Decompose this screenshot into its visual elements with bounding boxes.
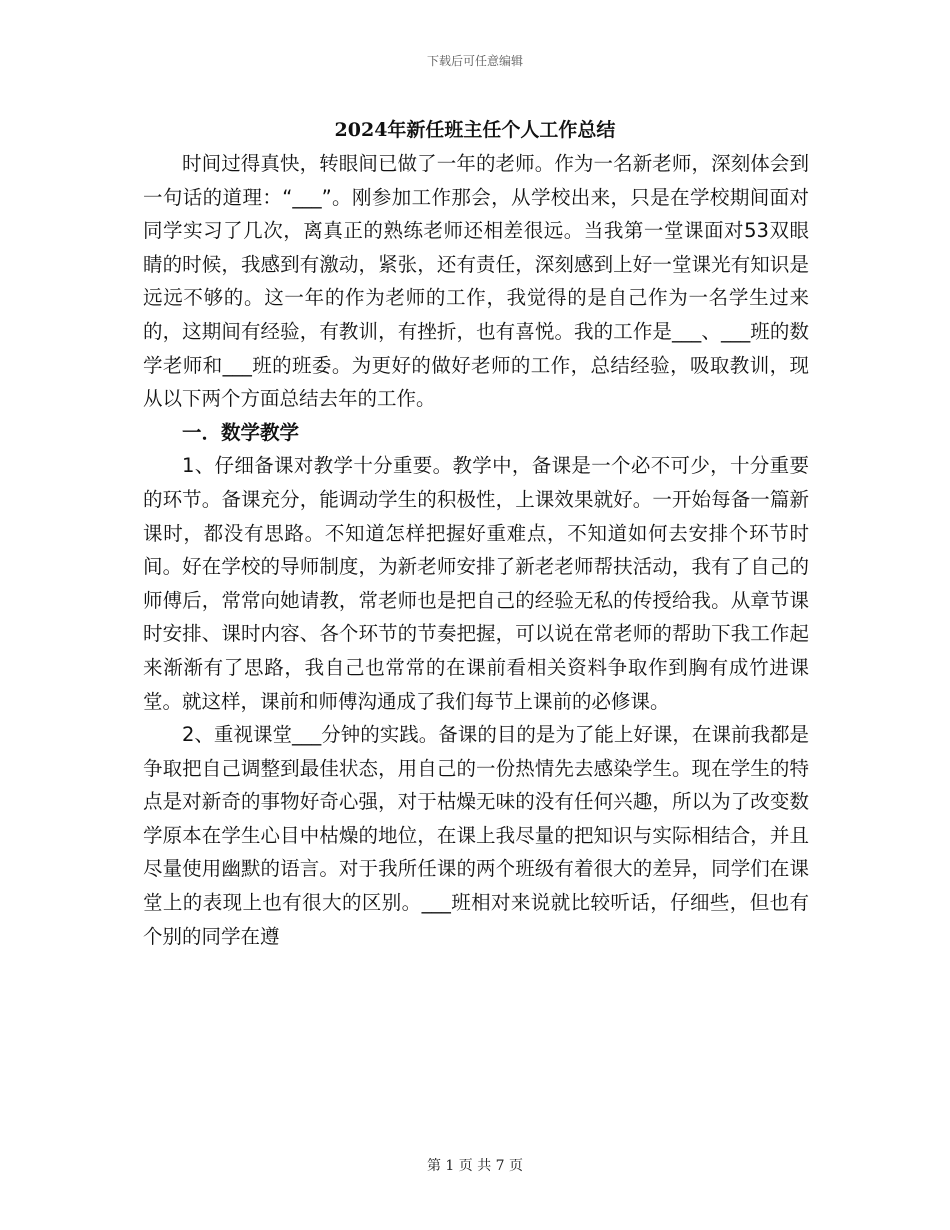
page-header-note: 下载后可任意编辑 [426, 54, 523, 68]
document-title: 2024年新任班主任个人工作总结 [334, 119, 616, 141]
section-heading-math-teaching: 一．数学教学 [182, 420, 300, 444]
document-body [143, 147, 809, 953]
page-footer-page-number: 第 1 页 共 7 页 [426, 1158, 524, 1174]
paragraph-lesson-preparation: 1、仔细备课对教学十分重要。教学中，备课是一个必不可少，十分重要的环节。备课充分，能调动学生的积极性，上课效果就好。一开始每备一篇新课时，都没有思路。不知道怎样把握好重难点，不知道如何去安排个环节时间。好在学校的导师制度，为新老师安排了新老老师帮扶活动，我有了自己的师傅后，常常向她请教，常老师也是把自己的经验无私的传授给我。从章节课时安排、课时内容、各个环节的节奏把握，可以说在常老师的帮助下我工作起来渐渐有了思路，我自己也常常的在课前看相关资料争取作到胸有成竹进课堂。就这样，课前和师傅沟通成了我们每节上课前的必修课。 [143, 454, 809, 713]
paragraph-classroom-practice: 2、重视课堂___分钟的实践。备课的目的是为了能上好课，在课前我都是争取把自己调整到最佳状态，用自己的一份热情先去感染学生。现在学生的特点是对新奇的事物好奇心强，对于枯燥无味的没有任何兴趣，所以为了改变数学原本在学生心目中枯燥的地位，在课上我尽量的把知识与实际相结合，并且尽量使用幽默的语言。对于我所任课的两个班级有着很大的差异，同学们在课堂上的表现上也有很大的区别。___班相对来说就比较听话，仔细些，但也有个别的同学在遵 [143, 723, 809, 948]
intro-paragraph: 时间过得真快，转眼间已做了一年的老师。作为一名新老师，深刻体会到一句话的道理：“___”。刚参加工作那会，从学校出来，只是在学校期间面对同学实习了几次，离真正的熟练老师还相差很远。当我第一堂课面对53双眼睛的时候，我感到有激动，紧张，还有责任，深刻感到上好一堂课光有知识是远远不够的。这一年的作为老师的工作，我觉得的是自己作为一名学生过来的，这期间有经验，有教训，有挫折，也有喜悦。我的工作是___、___班的数学老师和___班的班委。为更好的做好老师的工作，总结经验，吸取教训，现从以下两个方面总结去年的工作。 [143, 152, 809, 411]
